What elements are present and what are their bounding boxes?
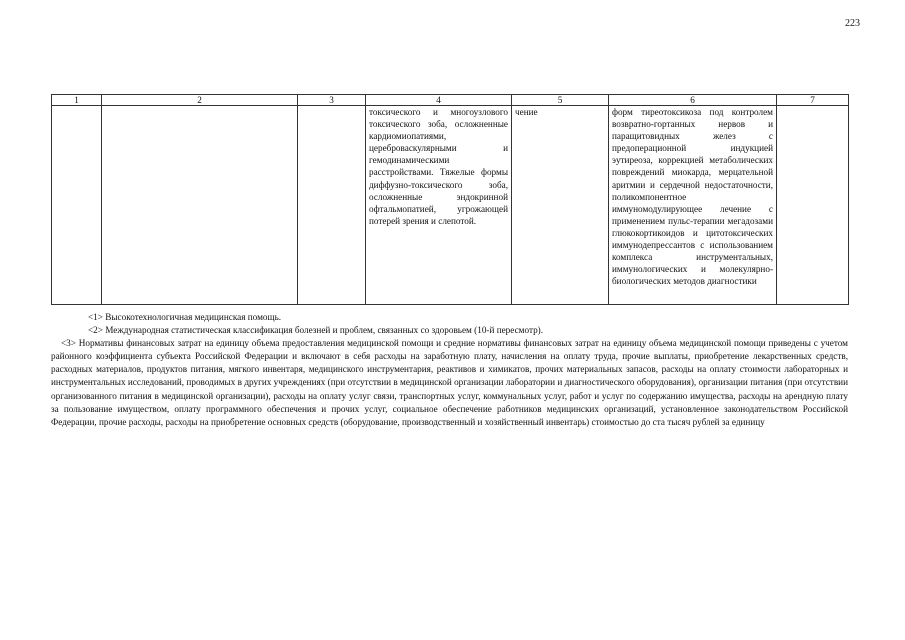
column-header: 1 <box>52 95 102 106</box>
column-header: 6 <box>609 95 777 106</box>
table-header-row <box>52 95 849 106</box>
footnotes <box>51 311 848 429</box>
footnote-2: <2> Международная статистическая классификация болезней и проблем, связанных со здоровьем (10-й пересмотр). <box>88 325 544 336</box>
table-cell <box>102 106 298 305</box>
column-header: 3 <box>298 95 366 106</box>
data-table <box>51 94 849 305</box>
column-header: 7 <box>777 95 849 106</box>
treatment-type-cell: чение <box>512 106 609 305</box>
table-row <box>52 106 849 305</box>
table-cell <box>52 106 102 305</box>
column-header: 2 <box>102 95 298 106</box>
column-header: 4 <box>366 95 512 106</box>
page-number: 223 <box>845 18 860 29</box>
footnote-1: <1> Высокотехнологичная медицинская помощь. <box>88 312 282 322</box>
column-header: 5 <box>512 95 609 106</box>
diagnosis-cell: токсического и многоузлового токсического зоба, осложненные кардиомиопатиями, цереброваскулярными и гемодинамическими расстройствами. Тяжелые формы диффузно-токсического зоба, осложненные эндокринной офтальмопатией, угрожающей потерей зрения и слепотой. <box>366 106 512 305</box>
treatment-method-cell: форм тиреотоксикоза под контролем возвратно-гортанных нервов и паращитовидных желез с предоперационной индукцией эутиреоза, коррекцией метаболических повреждений миокарда, мерцательной аритмии и сердечной недостаточности, поликомпонентное иммуномодулирующее лечение с применением пульс-терапии мегадозами глюкокортикоидов и цитотоксических иммунодепрессантов с использованием комплекса инструментальных, иммунологических и молекулярно-биологических методов диагностики <box>609 106 777 305</box>
table-cell <box>298 106 366 305</box>
table-cell <box>777 106 849 305</box>
footnote-3: <3> Нормативы финансовых затрат на единицу объема предоставления медицинской помощи и средние нормативы финансовых затрат на единицу объема медицинской помощи приведены с учетом районного коэффициента субъекта Российской Федерации и включают в себя расходы на заработную плату, начисления на оплату труда, прочие выплаты, приобретение лекарственных средств, расходных материалов, продуктов питания, мягкого инвентаря, медицинского инструментария, реактивов и химикатов, прочих материальных запасов, расходы на оплату стоимости лабораторных и инструментальных исследований, проводимых в других учреждениях (при отсутствии в медицинской организации лаборатории и диагностического оборудования), организации питания (при отсутствии организованного питания в медицинской организации), расходы на оплату услуг связи, транспортных услуг, коммунальных услуг, работ и услуг по содержанию имущества, расходы на арендную плату за пользование имуществом, оплату программного обеспечения и прочих услуг, социальное обеспечение работников медицинских организаций, установленное законодательством Российской Федерации, прочие расходы, расходы на приобретение основных средств (оборудование, производственный и хозяйственный инвентарь) стоимостью до ста тысяч рублей за единицу <box>51 338 848 427</box>
